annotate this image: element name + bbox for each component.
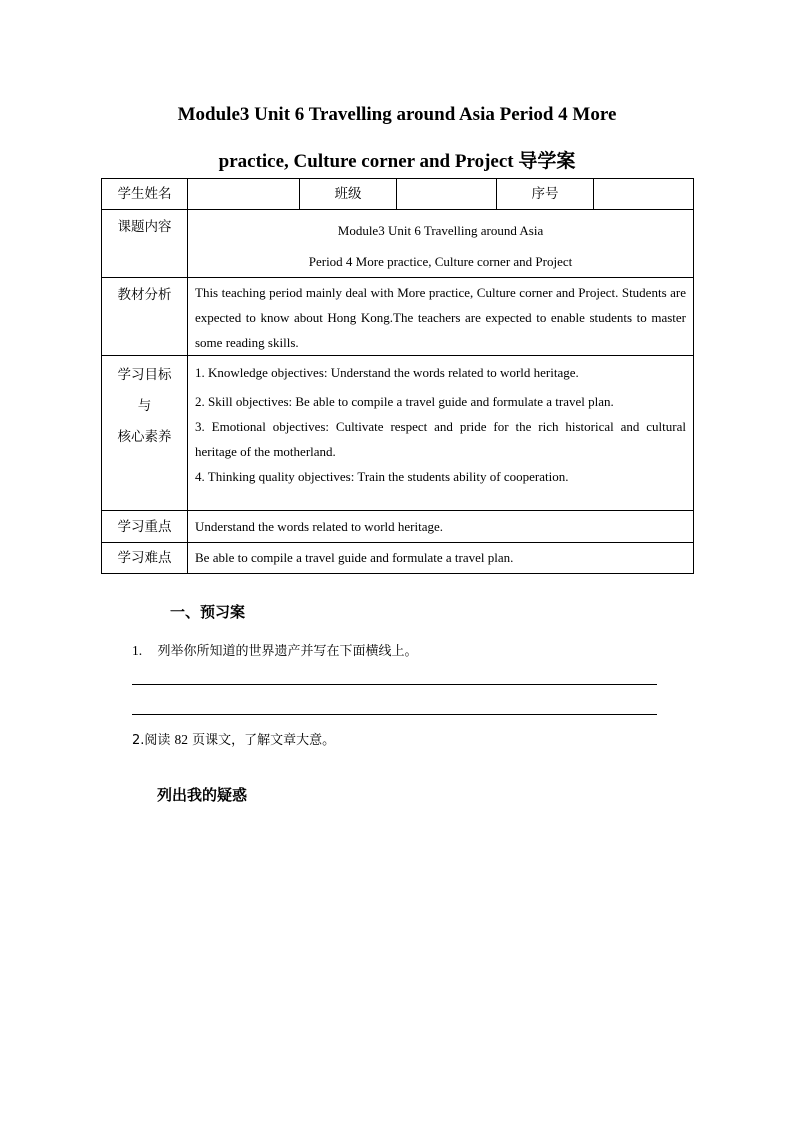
number-label: 序号 xyxy=(497,179,594,210)
analysis-label-text: 教材分析 xyxy=(117,287,172,303)
preview-item-1-number: 1. xyxy=(132,643,143,658)
table-row xyxy=(102,511,694,543)
objectives-label-line-1: 学习目标 xyxy=(117,367,172,383)
answer-line[interactable] xyxy=(132,714,657,715)
number-value-cell[interactable] xyxy=(594,179,694,210)
preview-item-2-prefix: 2.阅读 xyxy=(132,733,175,748)
answer-line[interactable] xyxy=(132,684,657,685)
topic-label xyxy=(102,210,188,278)
table-row xyxy=(102,278,694,356)
page-title-line-1: Module3 Unit 6 Travelling around Asia Period 4 More xyxy=(177,104,617,125)
table-row xyxy=(102,179,694,210)
class-value-cell[interactable] xyxy=(397,179,497,210)
objective-item: 4. Thinking quality objectives: Train the students ability of cooperation. xyxy=(195,469,569,484)
name-value-cell[interactable] xyxy=(188,179,300,210)
objectives-cell xyxy=(188,356,694,511)
key-label: 学习重点 xyxy=(102,511,188,543)
topic-cell xyxy=(188,210,694,278)
preview-item-1 xyxy=(132,640,418,659)
table-row xyxy=(102,356,694,511)
page-title-line-2: practice, Culture corner and Project 导学案 xyxy=(218,151,576,172)
difficulty-text: Be able to compile a travel guide and formulate a travel plan. xyxy=(188,543,694,574)
preview-heading: 一、预习案 xyxy=(170,603,246,621)
preview-item-2-text: 页课文，了解文章大意。 xyxy=(188,733,336,748)
analysis-text: This teaching period mainly deal with More practice, Culture corner and Project. Students are expected to know about Hong Kong.The teachers are expected to enable students to master some reading skills. xyxy=(188,278,694,356)
class-label: 班级 xyxy=(300,179,397,210)
objective-item: 2. Skill objectives: Be able to compile a travel guide and formulate a travel plan. xyxy=(195,394,614,409)
topic-line-2: Period 4 More practice, Culture corner and Project xyxy=(308,254,573,269)
preview-item-1-text: 列举你所知道的世界遗产并写在下面横线上。 xyxy=(157,644,418,659)
info-table xyxy=(101,178,694,574)
difficulty-label: 学习难点 xyxy=(102,543,188,574)
preview-item-2-number: 82 xyxy=(174,732,189,747)
table-row xyxy=(102,210,694,278)
topic-label-text: 课题内容 xyxy=(117,219,172,235)
objective-item: 1. Knowledge objectives: Understand the words related to world heritage. xyxy=(195,365,579,380)
preview-item-2 xyxy=(132,729,335,748)
table-row xyxy=(102,543,694,574)
questions-heading: 列出我的疑惑 xyxy=(157,786,248,804)
name-label: 学生姓名 xyxy=(102,179,188,210)
analysis-label xyxy=(102,278,188,356)
topic-line-1: Module3 Unit 6 Travelling around Asia xyxy=(337,223,544,238)
objectives-label-line-3: 核心素养 xyxy=(117,429,172,445)
key-text: Understand the words related to world heritage. xyxy=(188,511,694,543)
objective-item: 3. Emotional objectives: Cultivate respect and pride for the rich historical and cultural heritage of the motherland. xyxy=(195,419,686,459)
objectives-label-line-2: 与 xyxy=(137,398,152,414)
objectives-label xyxy=(102,356,188,511)
